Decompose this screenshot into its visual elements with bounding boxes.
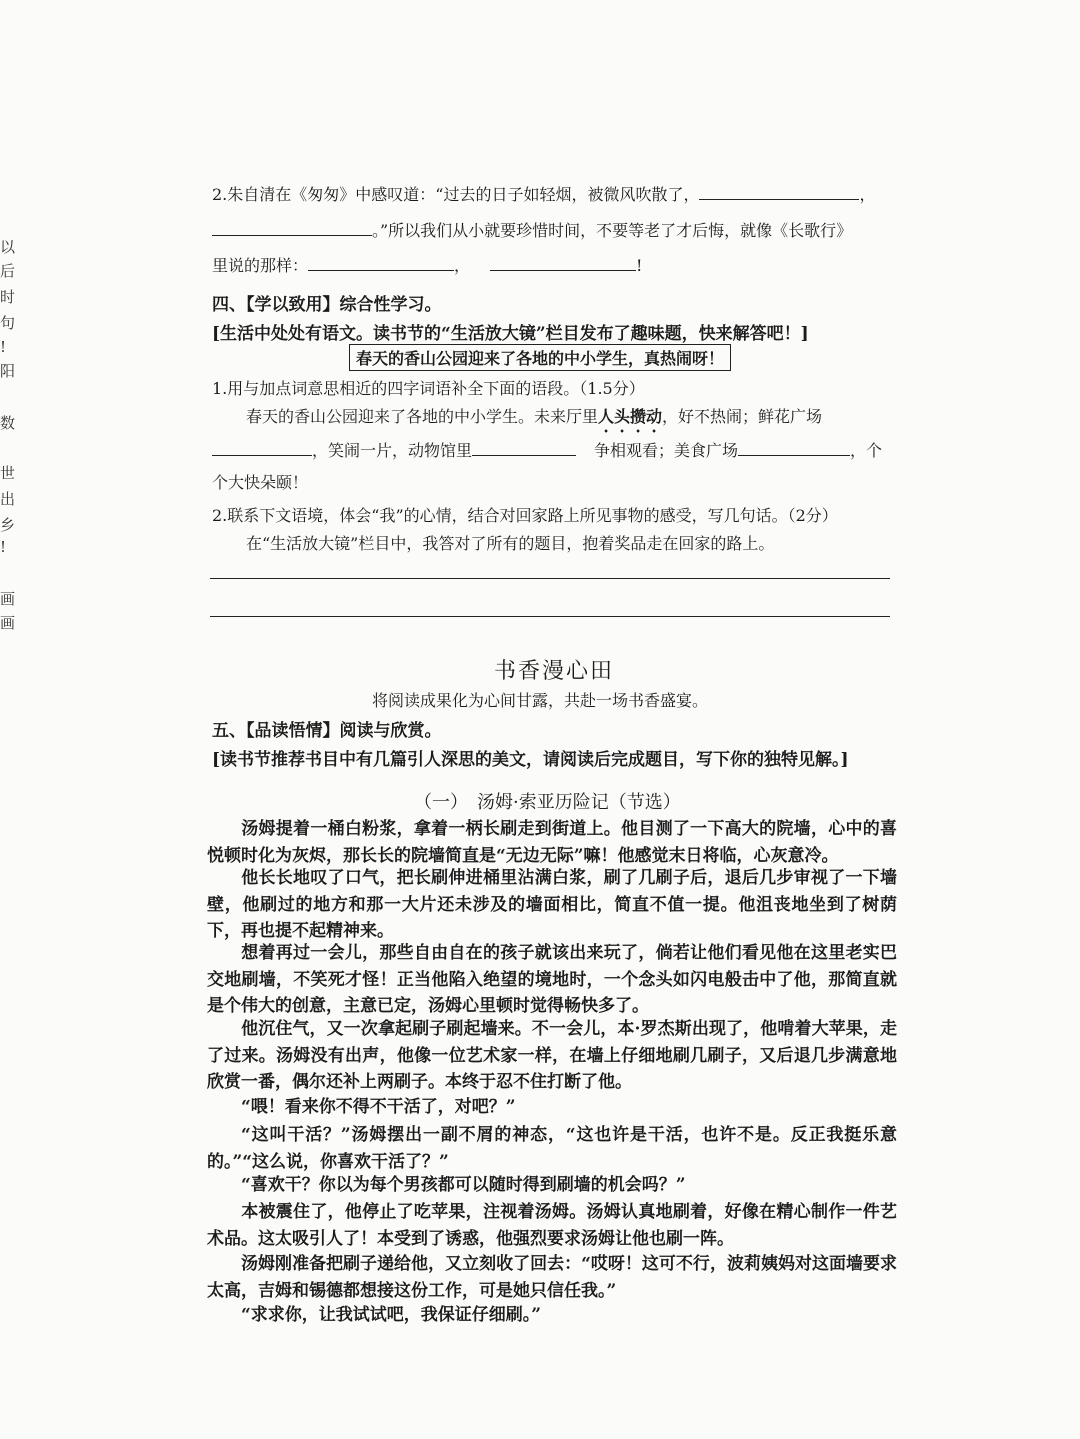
q2-line1: 2.朱自清在《匆匆》中感叹道：“过去的日子如轻烟，被微风吹散了， ， — [212, 185, 876, 204]
q1-line3: 个大快朵颐！ — [212, 473, 309, 492]
q2-line3: 里说的那样： ， ! — [212, 256, 643, 275]
section4-header: 四、【学以致用】综合性学习。 — [212, 295, 442, 315]
margin-mark: 画 — [0, 614, 16, 632]
margin-mark: 以 — [0, 238, 16, 256]
story-paragraph: 想着再过一会儿，那些自由自在的孩子就该出来玩了，倘若让他们看见他在这里老实巴交地刷墙，不笑死才怪！正当他陷入绝望的境地时，一个念头如闪电般击中了他，那简直就是个伟大的创意，主意已定，汤姆心里顿时觉得畅快多了。 — [207, 943, 897, 1016]
margin-mark: 句 — [0, 314, 16, 332]
section4-bracket: [生活中处处有语文。读书节的“生活放大镜”栏目发布了趣味题，快来解答吧！] — [212, 324, 809, 344]
margin-mark: 世 — [0, 464, 16, 482]
story-paragraph: 他沉住气，又一次拿起刷子刷起墙来。不一会儿，本·罗杰斯出现了，他啃着大苹果，走了过来。汤姆没有出声，他像一位艺术家一样，在墙上仔细地刷几刷子，又后退几步满意地欣赏一番，偶尔还补上两刷子。本终于忍不住打断了他。 — [207, 1019, 897, 1092]
answer-blank[interactable] — [699, 185, 859, 200]
story-paragraph: 本被震住了，他停止了吃苹果，注视着汤姆。汤姆认真地刷着，好像在精心制作一件艺术品。这太吸引人了！本受到了诱惑，他强烈要求汤姆让他也刷一阵。 — [207, 1202, 897, 1249]
answer-blank[interactable] — [212, 441, 312, 456]
q1-line2: ，笑闹一片，动物馆里 争相观看；美食广场 ，个 — [212, 438, 882, 461]
dotted-word: 人头攒动 — [598, 407, 663, 426]
section-subtitle: 将阅读成果化为心间甘露，共赴一场书香盛宴。 — [372, 691, 709, 710]
margin-mark: 出 — [0, 490, 16, 508]
margin-mark: 时 — [0, 288, 16, 306]
boxed-scene-text: 春天的香山公园迎来了各地的中小学生，真热闹呀！ — [349, 344, 731, 371]
story-paragraph: “喜欢干？你以为每个男孩都可以随时得到刷墙的机会吗？” — [241, 1175, 686, 1195]
story-paragraph: “求求你，让我试试吧，我保证仔细刷。” — [241, 1305, 542, 1325]
story-paragraph: 汤姆刚准备把刷子递给他，又立刻收了回去：“哎呀！这可不行，波莉姨妈对这面墙要求太高，吉姆和锡德都想接这份工作，可是她只信任我。” — [207, 1254, 897, 1301]
story-paragraph: “喂！看来你不得不干活了，对吧？” — [241, 1097, 516, 1117]
answer-blank[interactable] — [212, 221, 372, 236]
margin-mark: 乡 — [0, 516, 16, 534]
story-title: （一） 汤姆·索亚历险记（节选） — [414, 792, 681, 813]
q2b-prompt: 在“生活放大镜”栏目中，我答对了所有的题目，抱着奖品走在回家的路上。 — [246, 534, 775, 553]
margin-mark: ! — [0, 338, 7, 356]
writing-line[interactable] — [210, 616, 890, 617]
section-title: 书香漫心田 — [494, 659, 615, 684]
q1-line1: 春天的香山公园迎来了各地的中小学生。未来厅里人头攒动，好不热闹；鲜花广场 — [246, 407, 823, 426]
q2b-title: 2.联系下文语境，体会“我”的心情，结合对回家路上所见事物的感受，写几句话。（2分） — [212, 506, 838, 525]
margin-mark: ! — [0, 538, 7, 556]
margin-mark: 后 — [0, 262, 16, 280]
answer-blank[interactable] — [738, 441, 850, 456]
writing-line[interactable] — [210, 578, 890, 579]
answer-blank[interactable] — [490, 256, 636, 271]
answer-blank[interactable] — [472, 441, 576, 456]
q2-line2: 。”所以我们从小就要珍惜时间，不要等老了才后悔，就像《长歌行》 — [212, 218, 852, 241]
q1-title: 1.用与加点词意思相近的四字词语补全下面的语段。（1.5分） — [212, 379, 645, 398]
section5-header: 五、【品读悟情】阅读与欣赏。 — [212, 721, 442, 741]
margin-mark: 数 — [0, 414, 16, 432]
answer-blank[interactable] — [308, 256, 454, 271]
margin-mark: 画 — [0, 590, 16, 608]
story-paragraph: 汤姆提着一桶白粉浆，拿着一柄长刷走到街道上。他目测了一下高大的院墙，心中的喜悦顿时化为灰烬，那长长的院墙简直是“无边无际”嘛！他感觉末日将临，心灰意冷。 — [207, 819, 897, 866]
story-paragraph: 他长长地叹了口气，把长刷伸进桶里沾满白浆，刷了几刷子后，退后几步审视了一下墙壁，他刷过的地方和那一大片还未涉及的墙面相比，简直不值一提。他沮丧地坐到了树荫下，再也提不起精神来。 — [207, 868, 897, 941]
section5-bracket: [读书节推荐书目中有几篇引人深思的美文，请阅读后完成题目，写下你的独特见解。] — [212, 750, 849, 770]
margin-mark: 阳 — [0, 362, 16, 380]
story-paragraph: “这叫干活？”汤姆摆出一副不屑的神态，“这也许是干活，也许不是。反正我挺乐意的。”“这么说，你喜欢干活了？” — [207, 1125, 897, 1172]
